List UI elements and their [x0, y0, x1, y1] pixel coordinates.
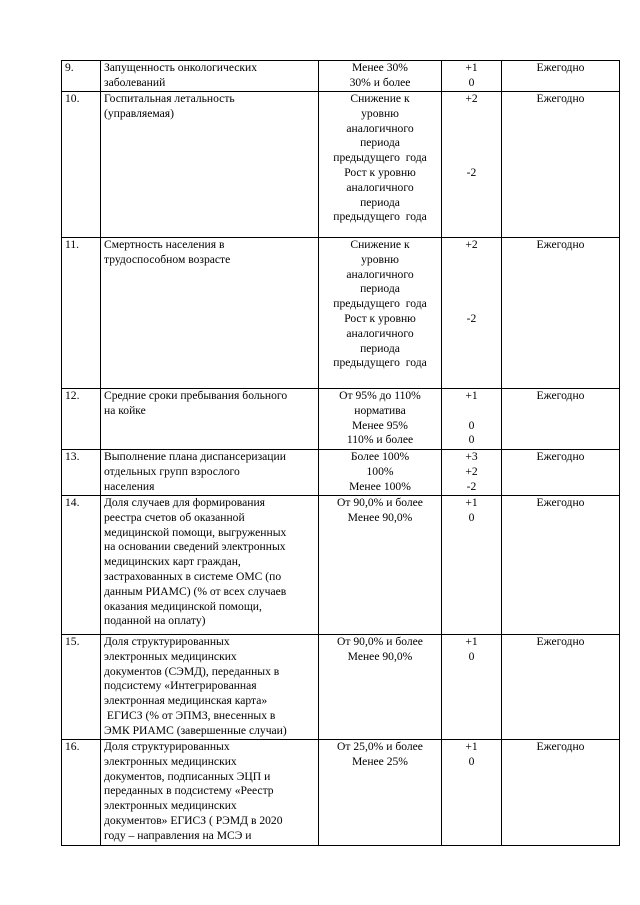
indicator-name-line: трудоспособном возрасте [104, 252, 231, 266]
indicator-name-line: электронных медицинских [104, 649, 237, 663]
indicator-name-line: отдельных групп взрослого [104, 464, 240, 478]
indicator-points [442, 496, 502, 635]
criteria-table [61, 60, 620, 846]
points-gap [445, 122, 498, 137]
row-number: 9. [62, 61, 101, 92]
indicator-points [442, 92, 502, 238]
indicator-name [101, 496, 319, 635]
indicator-name [101, 61, 319, 92]
indicator-name-line: электронных медицинских [104, 754, 237, 768]
points-line: 0 [468, 75, 475, 89]
table-row [62, 61, 620, 92]
indicator-name-line: населения [104, 479, 155, 493]
indicator-value-line: Снижение к [350, 238, 410, 251]
row-number: 12. [62, 389, 101, 450]
indicator-points [442, 635, 502, 740]
indicator-value-line: предыдущего года [333, 356, 427, 370]
indicator-value-line: Менее 30% [352, 61, 408, 74]
indicator-name-line: Смертность населения в [104, 238, 225, 251]
indicator-value-line: 30% и более [349, 75, 411, 89]
indicator-value-line: Менее 90,0% [347, 649, 413, 663]
points-line: +2 [465, 464, 478, 478]
indicator-name-line: году – направления на МСЭ и [104, 828, 252, 842]
points-line: 0 [468, 510, 475, 524]
indicator-value-line: предыдущего года [333, 210, 427, 224]
indicator-name-line: ЭМК РИАМС (завершенные случаи) [104, 723, 287, 737]
points-line: 0 [468, 649, 475, 663]
points-line: +2 [465, 92, 478, 105]
points-line: -2 [466, 479, 477, 493]
indicator-points [442, 238, 502, 389]
indicator-value [319, 496, 442, 635]
indicator-value-line: Менее 100% [349, 479, 411, 493]
points-line: -2 [466, 165, 477, 179]
indicator-name-line: медицинских карт граждан, [104, 555, 241, 569]
points-line: 0 [468, 418, 475, 432]
indicator-name-line: заболеваний [104, 75, 166, 89]
table-row [62, 238, 620, 389]
indicator-period: Ежегодно [502, 92, 620, 238]
indicator-points [442, 389, 502, 450]
indicator-name-line: Запущенность онкологических [104, 61, 258, 74]
indicator-value-line: уровню [361, 106, 399, 120]
indicator-value-line: периода [360, 136, 400, 150]
indicator-name-line: Доля случаев для формирования [104, 496, 265, 509]
row-number: 14. [62, 496, 101, 635]
indicator-name-line: Доля структурированных [104, 635, 230, 648]
criteria-table-body [62, 61, 620, 846]
points-gap [445, 151, 498, 166]
indicator-name-line: Доля структурированных [104, 740, 230, 753]
indicator-name-line: на койке [104, 403, 146, 417]
indicator-value [319, 61, 442, 92]
indicator-value-line: норматива [354, 403, 406, 417]
indicator-name-line: Средние сроки пребывания больного [104, 389, 288, 402]
table-row [62, 450, 620, 496]
indicator-name-line: документов, подписанных ЭЦП и [104, 769, 271, 783]
indicator-name-line: реестра счетов об оказанной [104, 510, 245, 524]
indicator-name-line: электронная медицинская карта» [104, 694, 268, 708]
indicator-name-line: поданной на оплату) [104, 614, 206, 628]
indicator-name-line: подсистему «Интегрированная [104, 679, 257, 693]
indicator-name [101, 450, 319, 496]
points-gap [445, 136, 498, 151]
row-number: 13. [62, 450, 101, 496]
indicator-value-line: От 90,0% и более [337, 496, 423, 509]
indicator-name-line: документов (СЭМД), переданных в [104, 664, 280, 678]
points-line: +1 [465, 496, 478, 509]
table-row [62, 92, 620, 238]
indicator-value-line: периода [360, 341, 400, 355]
indicator-value-line: аналогичного [346, 121, 414, 135]
points-line: +1 [465, 389, 478, 402]
indicator-value-line: Снижение к [350, 92, 410, 105]
indicator-value [319, 389, 442, 450]
table-row [62, 389, 620, 450]
indicator-name [101, 635, 319, 740]
points-gap [445, 282, 498, 297]
indicator-period: Ежегодно [502, 450, 620, 496]
indicator-name [101, 740, 319, 846]
indicator-period: Ежегодно [502, 740, 620, 846]
indicator-period: Ежегодно [502, 61, 620, 92]
indicator-name-line: медицинской помощи, выгруженных [104, 525, 287, 539]
table-row [62, 740, 620, 846]
indicator-points [442, 740, 502, 846]
indicator-name-line: электронных медицинских [104, 799, 237, 813]
points-gap [445, 253, 498, 268]
points-line: 0 [468, 433, 475, 447]
indicator-points [442, 450, 502, 496]
indicator-value-line: периода [360, 282, 400, 296]
indicator-value [319, 238, 442, 389]
indicator-points [442, 61, 502, 92]
indicator-name-line: переданных в подсистему «Реестр [104, 784, 274, 798]
indicator-name-line: застрахованных в системе ОМС (по [104, 569, 282, 583]
indicator-value-line: Рост к уровню [344, 311, 416, 325]
row-number: 10. [62, 92, 101, 238]
indicator-value-line: 100% [366, 464, 394, 478]
indicator-value-line: От 90,0% и более [337, 635, 423, 648]
indicator-value-line: уровню [361, 252, 399, 266]
points-line: +1 [465, 61, 478, 74]
indicator-value-line: Более 100% [350, 450, 410, 463]
indicator-value-line: предыдущего года [333, 151, 427, 165]
indicator-name [101, 389, 319, 450]
indicator-period: Ежегодно [502, 389, 620, 450]
points-gap [445, 404, 498, 419]
indicator-value-line: Менее 90,0% [347, 510, 413, 524]
indicator-value-line: периода [360, 195, 400, 209]
indicator-value [319, 740, 442, 846]
indicator-value [319, 92, 442, 238]
indicator-value-line: От 25,0% и более [337, 740, 423, 753]
indicator-name-line: на основании сведений электронных [104, 540, 286, 554]
row-number: 15. [62, 635, 101, 740]
points-line: 0 [468, 754, 475, 768]
indicator-value-line: предыдущего года [333, 297, 427, 311]
indicator-name-line: Госпитальная летальность [104, 92, 235, 105]
indicator-value-line: Менее 25% [352, 754, 408, 768]
points-gap [445, 107, 498, 122]
points-line: +1 [465, 635, 478, 648]
indicator-value-line: Рост к уровню [344, 165, 416, 179]
points-line: -2 [466, 311, 477, 325]
indicator-name [101, 238, 319, 389]
points-line: +3 [465, 450, 478, 463]
document-page [61, 60, 619, 846]
indicator-value-line: аналогичного [346, 267, 414, 281]
row-number: 11. [62, 238, 101, 389]
indicator-value-line: аналогичного [346, 180, 414, 194]
indicator-value [319, 635, 442, 740]
indicator-value-line: 110% и более [346, 433, 414, 447]
indicator-value-line: аналогичного [346, 326, 414, 340]
indicator-name-line: (управляемая) [104, 106, 174, 120]
points-gap [445, 268, 498, 283]
indicator-name-line: ЕГИСЗ (% от ЭПМЗ, внесенных в [104, 708, 276, 722]
indicator-period: Ежегодно [502, 238, 620, 389]
table-row [62, 635, 620, 740]
indicator-period: Ежегодно [502, 635, 620, 740]
indicator-name-line: документов» ЕГИСЗ ( РЭМД в 2020 [104, 813, 283, 827]
indicator-value [319, 450, 442, 496]
indicator-name-line: Выполнение плана диспансеризации [104, 450, 286, 463]
points-gap [445, 297, 498, 312]
table-row [62, 496, 620, 635]
indicator-name [101, 92, 319, 238]
points-line: +1 [465, 740, 478, 753]
row-number: 16. [62, 740, 101, 846]
indicator-value-line: Менее 95% [352, 418, 408, 432]
indicator-period: Ежегодно [502, 496, 620, 635]
points-line: +2 [465, 238, 478, 251]
indicator-value-line: От 95% до 110% [339, 389, 421, 402]
indicator-name-line: данным РИАМС) (% от всех случаев [104, 584, 287, 598]
indicator-name-line: оказания медицинской помощи, [104, 599, 262, 613]
